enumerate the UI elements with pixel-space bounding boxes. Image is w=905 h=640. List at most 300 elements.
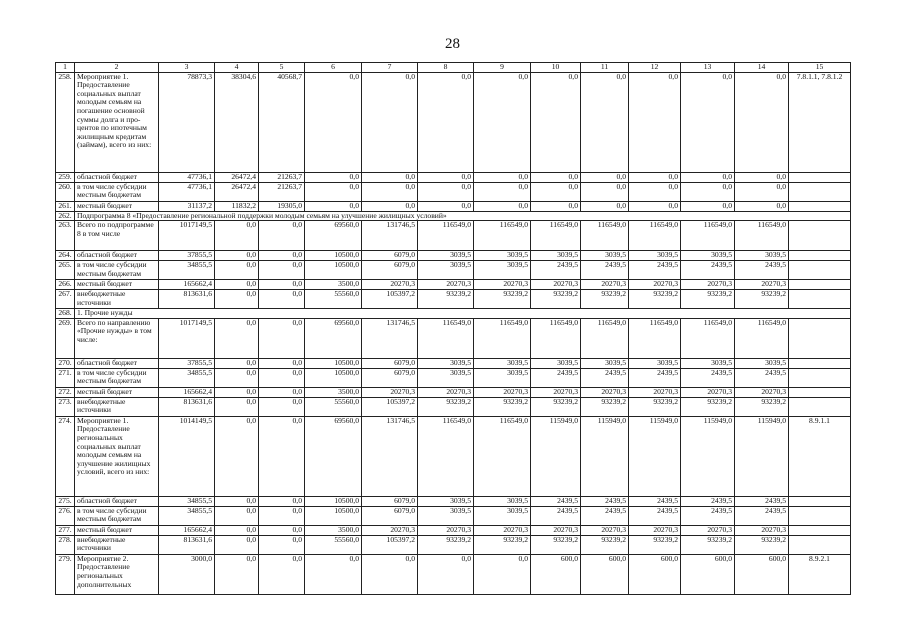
value-cell: 2439,5 bbox=[735, 496, 789, 506]
value-cell: 47736,1 bbox=[159, 182, 215, 201]
value-cell: 0,0 bbox=[629, 201, 681, 211]
row-number-cell: 266. bbox=[56, 280, 75, 290]
value-cell: 21263,7 bbox=[259, 172, 305, 182]
value-cell: 0,0 bbox=[474, 554, 531, 594]
value-cell: 0,0 bbox=[474, 201, 531, 211]
value-cell: 600,0 bbox=[629, 554, 681, 594]
value-cell: 115949,0 bbox=[629, 416, 681, 496]
row-name-cell: Всего по подпрограмме 8 в том числе bbox=[75, 221, 159, 251]
value-cell: 0,0 bbox=[418, 201, 474, 211]
table-row bbox=[56, 397, 851, 416]
row-number-cell: 277. bbox=[56, 525, 75, 535]
value-cell: 2439,5 bbox=[735, 261, 789, 280]
value-cell: 0,0 bbox=[735, 72, 789, 172]
value-cell: 3039,5 bbox=[629, 251, 681, 261]
table-row bbox=[56, 416, 851, 496]
value-cell: 93239,2 bbox=[581, 397, 629, 416]
value-cell: 93239,2 bbox=[418, 290, 474, 309]
row-number-cell: 269. bbox=[56, 318, 75, 358]
reference-cell bbox=[789, 397, 851, 416]
reference-cell bbox=[789, 280, 851, 290]
table-row bbox=[56, 358, 851, 368]
value-cell: 0,0 bbox=[259, 397, 305, 416]
value-cell: 3039,5 bbox=[581, 251, 629, 261]
value-cell: 26472,4 bbox=[215, 172, 259, 182]
value-cell: 0,0 bbox=[259, 387, 305, 397]
value-cell: 116549,0 bbox=[581, 221, 629, 251]
value-cell: 93239,2 bbox=[629, 535, 681, 554]
value-cell: 20270,3 bbox=[418, 387, 474, 397]
value-cell: 20270,3 bbox=[418, 280, 474, 290]
value-cell: 3039,5 bbox=[531, 251, 581, 261]
value-cell: 105397,2 bbox=[362, 290, 418, 309]
value-cell: 131746,5 bbox=[362, 416, 418, 496]
value-cell: 105397,2 bbox=[362, 397, 418, 416]
value-cell: 0,0 bbox=[259, 506, 305, 525]
value-cell: 116549,0 bbox=[474, 318, 531, 358]
value-cell: 0,0 bbox=[259, 261, 305, 280]
row-name-cell: местный бюджет bbox=[75, 387, 159, 397]
value-cell: 0,0 bbox=[735, 182, 789, 201]
reference-cell: 8.9.1.1 bbox=[789, 416, 851, 496]
value-cell: 3039,5 bbox=[735, 251, 789, 261]
column-number-cell: 13 bbox=[681, 63, 735, 73]
value-cell: 3039,5 bbox=[629, 358, 681, 368]
value-cell: 0,0 bbox=[305, 172, 362, 182]
value-cell: 3039,5 bbox=[418, 358, 474, 368]
table-row bbox=[56, 182, 851, 201]
value-cell: 93239,2 bbox=[418, 397, 474, 416]
value-cell: 813631,6 bbox=[159, 397, 215, 416]
row-number-cell: 261. bbox=[56, 201, 75, 211]
value-cell: 93239,2 bbox=[735, 535, 789, 554]
value-cell: 3039,5 bbox=[418, 261, 474, 280]
value-cell: 20270,3 bbox=[629, 525, 681, 535]
value-cell: 2439,5 bbox=[531, 496, 581, 506]
value-cell: 93239,2 bbox=[474, 290, 531, 309]
value-cell: 34855,5 bbox=[159, 506, 215, 525]
value-cell: 38304,6 bbox=[215, 72, 259, 172]
row-name-cell: местный бюджет bbox=[75, 280, 159, 290]
value-cell: 116549,0 bbox=[474, 416, 531, 496]
row-name-cell: областной бюджет bbox=[75, 358, 159, 368]
value-cell: 116549,0 bbox=[581, 318, 629, 358]
column-number-cell: 6 bbox=[305, 63, 362, 73]
row-number-cell: 265. bbox=[56, 261, 75, 280]
value-cell: 78873,3 bbox=[159, 72, 215, 172]
reference-cell bbox=[789, 506, 851, 525]
value-cell: 69560,0 bbox=[305, 318, 362, 358]
value-cell: 2439,5 bbox=[629, 368, 681, 387]
value-cell: 0,0 bbox=[362, 182, 418, 201]
value-cell: 2439,5 bbox=[581, 506, 629, 525]
value-cell: 1014149,5 bbox=[159, 416, 215, 496]
row-number-cell: 268. bbox=[56, 309, 75, 319]
reference-cell bbox=[789, 535, 851, 554]
row-number-cell: 275. bbox=[56, 496, 75, 506]
table-row bbox=[56, 387, 851, 397]
value-cell: 116549,0 bbox=[735, 318, 789, 358]
value-cell: 115949,0 bbox=[531, 416, 581, 496]
value-cell: 20270,3 bbox=[531, 525, 581, 535]
value-cell: 37855,5 bbox=[159, 358, 215, 368]
section-row bbox=[56, 211, 851, 221]
value-cell: 3039,5 bbox=[681, 358, 735, 368]
column-number-cell: 7 bbox=[362, 63, 418, 73]
value-cell: 2439,5 bbox=[629, 261, 681, 280]
value-cell: 93239,2 bbox=[531, 397, 581, 416]
reference-cell bbox=[789, 172, 851, 182]
value-cell: 0,0 bbox=[215, 496, 259, 506]
value-cell: 0,0 bbox=[362, 554, 418, 594]
value-cell: 21263,7 bbox=[259, 182, 305, 201]
value-cell: 115949,0 bbox=[681, 416, 735, 496]
row-name-cell: внебюджетные источники bbox=[75, 535, 159, 554]
value-cell: 0,0 bbox=[215, 221, 259, 251]
value-cell: 115949,0 bbox=[735, 416, 789, 496]
row-name-cell: областной бюджет bbox=[75, 496, 159, 506]
value-cell: 0,0 bbox=[362, 72, 418, 172]
value-cell: 0,0 bbox=[418, 554, 474, 594]
row-number-cell: 274. bbox=[56, 416, 75, 496]
value-cell: 116549,0 bbox=[629, 221, 681, 251]
reference-cell bbox=[789, 358, 851, 368]
row-number-cell: 278. bbox=[56, 535, 75, 554]
value-cell: 0,0 bbox=[215, 280, 259, 290]
column-number-cell: 9 bbox=[474, 63, 531, 73]
value-cell: 2439,5 bbox=[581, 496, 629, 506]
value-cell: 2439,5 bbox=[681, 368, 735, 387]
value-cell: 0,0 bbox=[305, 554, 362, 594]
value-cell: 10500,0 bbox=[305, 358, 362, 368]
table-row bbox=[56, 172, 851, 182]
row-number-cell: 273. bbox=[56, 397, 75, 416]
value-cell: 3039,5 bbox=[474, 506, 531, 525]
value-cell: 0,0 bbox=[531, 72, 581, 172]
row-number-cell: 258. bbox=[56, 72, 75, 172]
column-number-cell: 3 bbox=[159, 63, 215, 73]
value-cell: 0,0 bbox=[735, 172, 789, 182]
value-cell: 0,0 bbox=[474, 72, 531, 172]
value-cell: 93239,2 bbox=[418, 535, 474, 554]
row-name-cell: областной бюджет bbox=[75, 251, 159, 261]
value-cell: 2439,5 bbox=[735, 368, 789, 387]
column-number-cell: 15 bbox=[789, 63, 851, 73]
table-row bbox=[56, 72, 851, 172]
reference-cell bbox=[789, 221, 851, 251]
value-cell: 2439,5 bbox=[681, 496, 735, 506]
value-cell: 3039,5 bbox=[581, 358, 629, 368]
value-cell: 3039,5 bbox=[474, 368, 531, 387]
value-cell: 116549,0 bbox=[418, 221, 474, 251]
value-cell: 10500,0 bbox=[305, 368, 362, 387]
row-name-cell: Мероприятие 2. Предоставление региональных дополнительных bbox=[75, 554, 159, 594]
row-name-cell: Мероприятие 1. Предоставление социальных выплат молодым семьям на погашение основной суммы долга и про-центов по ипотечным жилищным кредитам (займам), всего из них: bbox=[75, 72, 159, 172]
row-number-cell: 262. bbox=[56, 211, 75, 221]
value-cell: 0,0 bbox=[215, 535, 259, 554]
value-cell: 20270,3 bbox=[681, 387, 735, 397]
reference-cell bbox=[789, 496, 851, 506]
value-cell: 115949,0 bbox=[581, 416, 629, 496]
value-cell: 131746,5 bbox=[362, 221, 418, 251]
value-cell: 26472,4 bbox=[215, 182, 259, 201]
value-cell: 2439,5 bbox=[531, 506, 581, 525]
value-cell: 0,0 bbox=[305, 182, 362, 201]
value-cell: 116549,0 bbox=[681, 318, 735, 358]
value-cell: 6079,0 bbox=[362, 358, 418, 368]
value-cell: 6079,0 bbox=[362, 251, 418, 261]
value-cell: 31137,2 bbox=[159, 201, 215, 211]
row-name-cell: в том числе субсидии местным бюджетам bbox=[75, 182, 159, 201]
row-number-cell: 259. bbox=[56, 172, 75, 182]
value-cell: 10500,0 bbox=[305, 506, 362, 525]
value-cell: 10500,0 bbox=[305, 496, 362, 506]
value-cell: 0,0 bbox=[681, 201, 735, 211]
value-cell: 20270,3 bbox=[581, 280, 629, 290]
column-number-cell: 8 bbox=[418, 63, 474, 73]
value-cell: 93239,2 bbox=[735, 397, 789, 416]
value-cell: 20270,3 bbox=[474, 387, 531, 397]
value-cell: 2439,5 bbox=[581, 368, 629, 387]
value-cell: 0,0 bbox=[629, 172, 681, 182]
column-number-cell: 5 bbox=[259, 63, 305, 73]
table-row bbox=[56, 496, 851, 506]
row-number-cell: 263. bbox=[56, 221, 75, 251]
row-number-cell: 267. bbox=[56, 290, 75, 309]
row-name-cell: Всего по направлению «Прочие нужды» в том числе: bbox=[75, 318, 159, 358]
value-cell: 0,0 bbox=[215, 358, 259, 368]
value-cell: 93239,2 bbox=[629, 290, 681, 309]
value-cell: 34855,5 bbox=[159, 496, 215, 506]
table-row bbox=[56, 290, 851, 309]
value-cell: 116549,0 bbox=[474, 221, 531, 251]
row-name-cell: в том числе субсидии местным бюджетам bbox=[75, 506, 159, 525]
value-cell: 0,0 bbox=[474, 172, 531, 182]
value-cell: 0,0 bbox=[681, 172, 735, 182]
value-cell: 116549,0 bbox=[418, 318, 474, 358]
value-cell: 165662,4 bbox=[159, 387, 215, 397]
value-cell: 0,0 bbox=[362, 201, 418, 211]
value-cell: 6079,0 bbox=[362, 506, 418, 525]
value-cell: 20270,3 bbox=[474, 525, 531, 535]
table-row bbox=[56, 201, 851, 211]
reference-cell bbox=[789, 318, 851, 358]
value-cell: 0,0 bbox=[418, 72, 474, 172]
value-cell: 34855,5 bbox=[159, 261, 215, 280]
value-cell: 3039,5 bbox=[474, 496, 531, 506]
value-cell: 3039,5 bbox=[735, 358, 789, 368]
value-cell: 3500,0 bbox=[305, 525, 362, 535]
section-title-cell: 1. Прочие нужды bbox=[75, 309, 851, 319]
value-cell: 20270,3 bbox=[362, 525, 418, 535]
reference-cell bbox=[789, 251, 851, 261]
reference-cell bbox=[789, 261, 851, 280]
value-cell: 93239,2 bbox=[735, 290, 789, 309]
value-cell: 93239,2 bbox=[629, 397, 681, 416]
value-cell: 0,0 bbox=[259, 496, 305, 506]
value-cell: 0,0 bbox=[362, 172, 418, 182]
column-number-cell: 11 bbox=[581, 63, 629, 73]
value-cell: 2439,5 bbox=[629, 506, 681, 525]
reference-cell bbox=[789, 525, 851, 535]
value-cell: 116549,0 bbox=[531, 318, 581, 358]
value-cell: 600,0 bbox=[681, 554, 735, 594]
value-cell: 0,0 bbox=[629, 72, 681, 172]
value-cell: 0,0 bbox=[215, 290, 259, 309]
value-cell: 116549,0 bbox=[531, 221, 581, 251]
row-name-cell: местный бюджет bbox=[75, 201, 159, 211]
value-cell: 93239,2 bbox=[581, 535, 629, 554]
table-body bbox=[56, 63, 851, 595]
reference-cell bbox=[789, 182, 851, 201]
column-number-cell: 2 bbox=[75, 63, 159, 73]
row-name-cell: областной бюджет bbox=[75, 172, 159, 182]
table-row bbox=[56, 221, 851, 251]
budget-table bbox=[55, 62, 851, 595]
value-cell: 1017149,5 bbox=[159, 318, 215, 358]
row-number-cell: 264. bbox=[56, 251, 75, 261]
value-cell: 93239,2 bbox=[681, 290, 735, 309]
value-cell: 20270,3 bbox=[362, 280, 418, 290]
value-cell: 3039,5 bbox=[474, 251, 531, 261]
value-cell: 20270,3 bbox=[681, 525, 735, 535]
value-cell: 131746,5 bbox=[362, 318, 418, 358]
value-cell: 20270,3 bbox=[474, 280, 531, 290]
value-cell: 0,0 bbox=[581, 182, 629, 201]
row-number-cell: 276. bbox=[56, 506, 75, 525]
value-cell: 2439,5 bbox=[735, 506, 789, 525]
value-cell: 0,0 bbox=[531, 172, 581, 182]
value-cell: 37855,5 bbox=[159, 251, 215, 261]
value-cell: 0,0 bbox=[259, 554, 305, 594]
value-cell: 10500,0 bbox=[305, 251, 362, 261]
value-cell: 3039,5 bbox=[474, 261, 531, 280]
value-cell: 165662,4 bbox=[159, 525, 215, 535]
column-number-cell: 4 bbox=[215, 63, 259, 73]
value-cell: 47736,1 bbox=[159, 172, 215, 182]
value-cell: 20270,3 bbox=[735, 280, 789, 290]
row-number-cell: 279. bbox=[56, 554, 75, 594]
value-cell: 55560,0 bbox=[305, 290, 362, 309]
value-cell: 20270,3 bbox=[531, 387, 581, 397]
value-cell: 813631,6 bbox=[159, 535, 215, 554]
table-row bbox=[56, 525, 851, 535]
value-cell: 165662,4 bbox=[159, 280, 215, 290]
value-cell: 20270,3 bbox=[629, 280, 681, 290]
value-cell: 19305,0 bbox=[259, 201, 305, 211]
value-cell: 6079,0 bbox=[362, 261, 418, 280]
column-number-cell: 10 bbox=[531, 63, 581, 73]
value-cell: 0,0 bbox=[418, 182, 474, 201]
row-name-cell: в том числе субсидии местным бюджетам bbox=[75, 261, 159, 280]
table-row bbox=[56, 251, 851, 261]
value-cell: 34855,5 bbox=[159, 368, 215, 387]
value-cell: 2439,5 bbox=[681, 261, 735, 280]
column-number-cell: 1 bbox=[56, 63, 75, 73]
value-cell: 2439,5 bbox=[531, 261, 581, 280]
value-cell: 20270,3 bbox=[735, 525, 789, 535]
value-cell: 20270,3 bbox=[581, 387, 629, 397]
value-cell: 116549,0 bbox=[681, 221, 735, 251]
value-cell: 0,0 bbox=[215, 387, 259, 397]
value-cell: 0,0 bbox=[581, 172, 629, 182]
value-cell: 0,0 bbox=[215, 251, 259, 261]
value-cell: 3039,5 bbox=[681, 251, 735, 261]
value-cell: 0,0 bbox=[305, 201, 362, 211]
column-number-header-row bbox=[56, 63, 851, 73]
value-cell: 3039,5 bbox=[418, 368, 474, 387]
value-cell: 0,0 bbox=[418, 172, 474, 182]
value-cell: 0,0 bbox=[215, 416, 259, 496]
value-cell: 20270,3 bbox=[581, 525, 629, 535]
value-cell: 93239,2 bbox=[474, 535, 531, 554]
row-number-cell: 272. bbox=[56, 387, 75, 397]
column-number-cell: 14 bbox=[735, 63, 789, 73]
value-cell: 2439,5 bbox=[531, 368, 581, 387]
value-cell: 0,0 bbox=[474, 182, 531, 201]
value-cell: 3500,0 bbox=[305, 280, 362, 290]
value-cell: 0,0 bbox=[259, 318, 305, 358]
value-cell: 20270,3 bbox=[362, 387, 418, 397]
value-cell: 93239,2 bbox=[474, 397, 531, 416]
value-cell: 10500,0 bbox=[305, 261, 362, 280]
row-number-cell: 270. bbox=[56, 358, 75, 368]
value-cell: 2439,5 bbox=[581, 261, 629, 280]
table-row bbox=[56, 280, 851, 290]
value-cell: 3500,0 bbox=[305, 387, 362, 397]
row-name-cell: Мероприятие 1. Предоставление региональных социальных выплат молодым семьям на улучшение жилищных условий, всего из них: bbox=[75, 416, 159, 496]
value-cell: 0,0 bbox=[215, 368, 259, 387]
value-cell: 0,0 bbox=[215, 397, 259, 416]
value-cell: 1017149,5 bbox=[159, 221, 215, 251]
table-row bbox=[56, 554, 851, 594]
value-cell: 20270,3 bbox=[681, 280, 735, 290]
value-cell: 0,0 bbox=[259, 280, 305, 290]
value-cell: 69560,0 bbox=[305, 416, 362, 496]
value-cell: 0,0 bbox=[215, 554, 259, 594]
value-cell: 55560,0 bbox=[305, 535, 362, 554]
table-row bbox=[56, 368, 851, 387]
value-cell: 116549,0 bbox=[418, 416, 474, 496]
value-cell: 116549,0 bbox=[629, 318, 681, 358]
row-name-cell: в том числе субсидии местным бюджетам bbox=[75, 368, 159, 387]
value-cell: 93239,2 bbox=[531, 535, 581, 554]
value-cell: 55560,0 bbox=[305, 397, 362, 416]
column-number-cell: 12 bbox=[629, 63, 681, 73]
value-cell: 116549,0 bbox=[735, 221, 789, 251]
reference-cell bbox=[789, 201, 851, 211]
reference-cell bbox=[789, 290, 851, 309]
value-cell: 0,0 bbox=[531, 201, 581, 211]
section-row bbox=[56, 309, 851, 319]
value-cell: 0,0 bbox=[581, 72, 629, 172]
value-cell: 20270,3 bbox=[531, 280, 581, 290]
reference-cell bbox=[789, 387, 851, 397]
value-cell: 40568,7 bbox=[259, 72, 305, 172]
value-cell: 0,0 bbox=[215, 525, 259, 535]
value-cell: 0,0 bbox=[259, 368, 305, 387]
value-cell: 2439,5 bbox=[629, 496, 681, 506]
value-cell: 2439,5 bbox=[681, 506, 735, 525]
value-cell: 0,0 bbox=[305, 72, 362, 172]
value-cell: 93239,2 bbox=[531, 290, 581, 309]
table-row bbox=[56, 318, 851, 358]
value-cell: 600,0 bbox=[735, 554, 789, 594]
row-name-cell: внебюджетные источники bbox=[75, 290, 159, 309]
value-cell: 3000,0 bbox=[159, 554, 215, 594]
value-cell: 0,0 bbox=[215, 506, 259, 525]
value-cell: 3039,5 bbox=[418, 496, 474, 506]
